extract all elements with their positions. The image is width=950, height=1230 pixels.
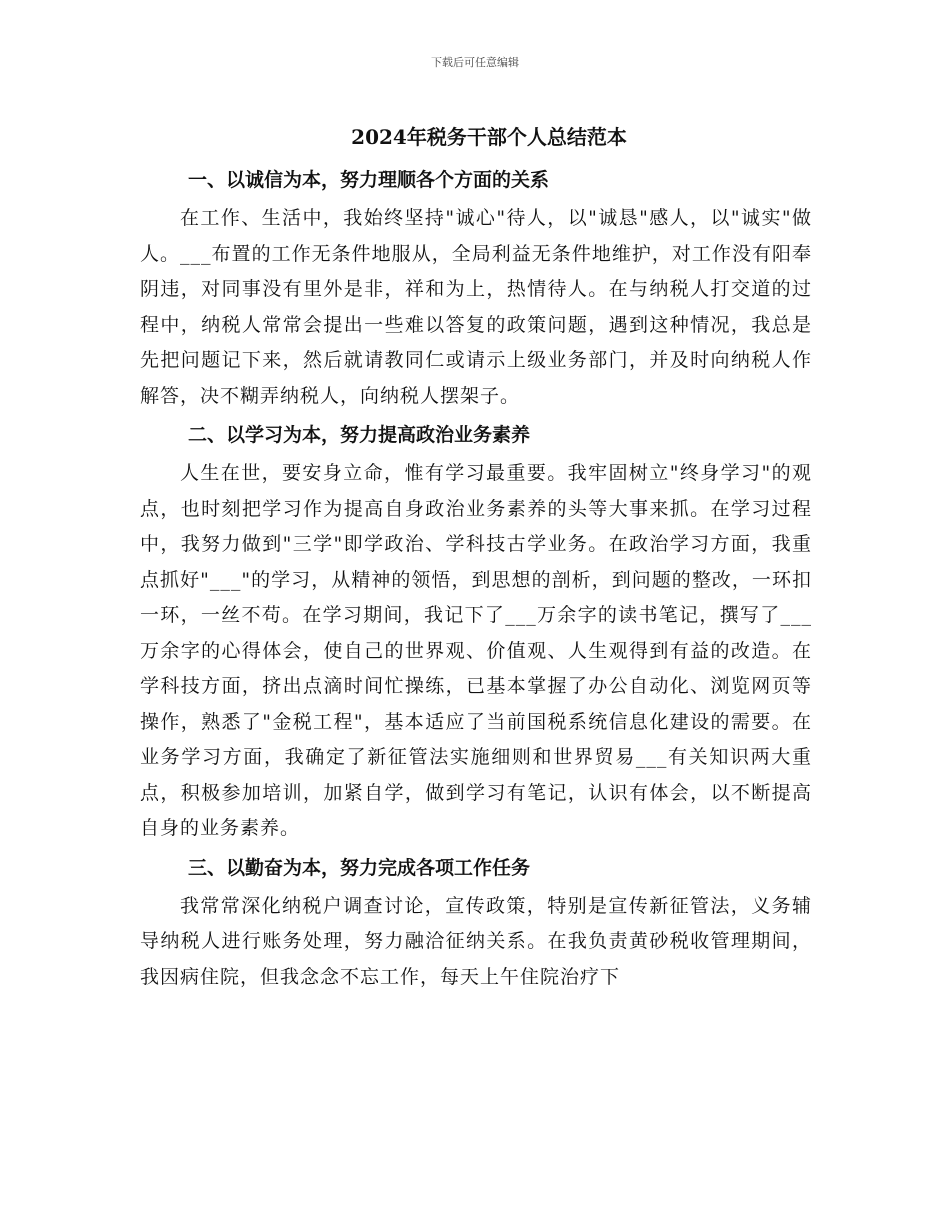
section-paragraph-3: 我常常深化纳税户调查讨论，宣传政策，特别是宣传新征管法，义务辅导纳税人进行账务处理，努力融洽征纳关系。在我负责黄砂税收管理期间，我因病住院，但我念念不忘工作，每天上午住院治疗下	[140, 894, 812, 988]
page-header-note: 下载后可任意编辑	[431, 56, 519, 69]
document-body	[140, 122, 812, 1001]
section-paragraph-1: 在工作、生活中，我始终坚持"诚心"待人，以"诚恳"感人，以"诚实"做人。___布置的工作无条件地服从，全局利益无条件地维护，对工作没有阳奉阴违，对同事没有里外是非，祥和为上，热情待人。在与纳税人打交道的过程中，纳税人常常会提出一些难以答复的政策问题，遇到这种情况，我总是先把问题记下来，然后就请教同仁或请示上级业务部门，并及时向纳税人作解答，决不糊弄纳税人，向纳税人摆架子。	[140, 207, 812, 407]
section-heading-1: 一、以诚信为本，努力理顺各个方面的关系	[188, 169, 550, 191]
section-paragraph-2: 人生在世，要安身立命，惟有学习最重要。我牢固树立"终身学习"的观点，也时刻把学习作为提高自身政治业务素养的头等大事来抓。在学习过程中，我努力做到"三学"即学政治、学科技古学业务。在政治学习方面，我重点抓好"___"的学习，从精神的领悟，到思想的剖析，到问题的整改，一环扣一环，一丝不苟。在学习期间，我记下了___万余字的读书笔记，撰写了___万余字的心得体会，使自己的世界观、价值观、人生观得到有益的改造。在学科技方面，挤出点滴时间忙操练，已基本掌握了办公自动化、浏览网页等操作，熟悉了"金税工程"，基本适应了当前国税系统信息化建设的需要。在业务学习方面，我确定了新征管法实施细则和世界贸易___有关知识两大重点，积极参加培训，加紧自学，做到学习有笔记，认识有体会，以不断提高自身的业务素养。	[140, 462, 812, 839]
section-heading-3: 三、以勤奋为本，努力完成各项工作任务	[188, 856, 531, 879]
section-heading-2: 二、以学习为本，努力提高政治业务素养	[188, 424, 531, 446]
document-title: 2024年税务干部个人总结范本	[351, 125, 627, 149]
